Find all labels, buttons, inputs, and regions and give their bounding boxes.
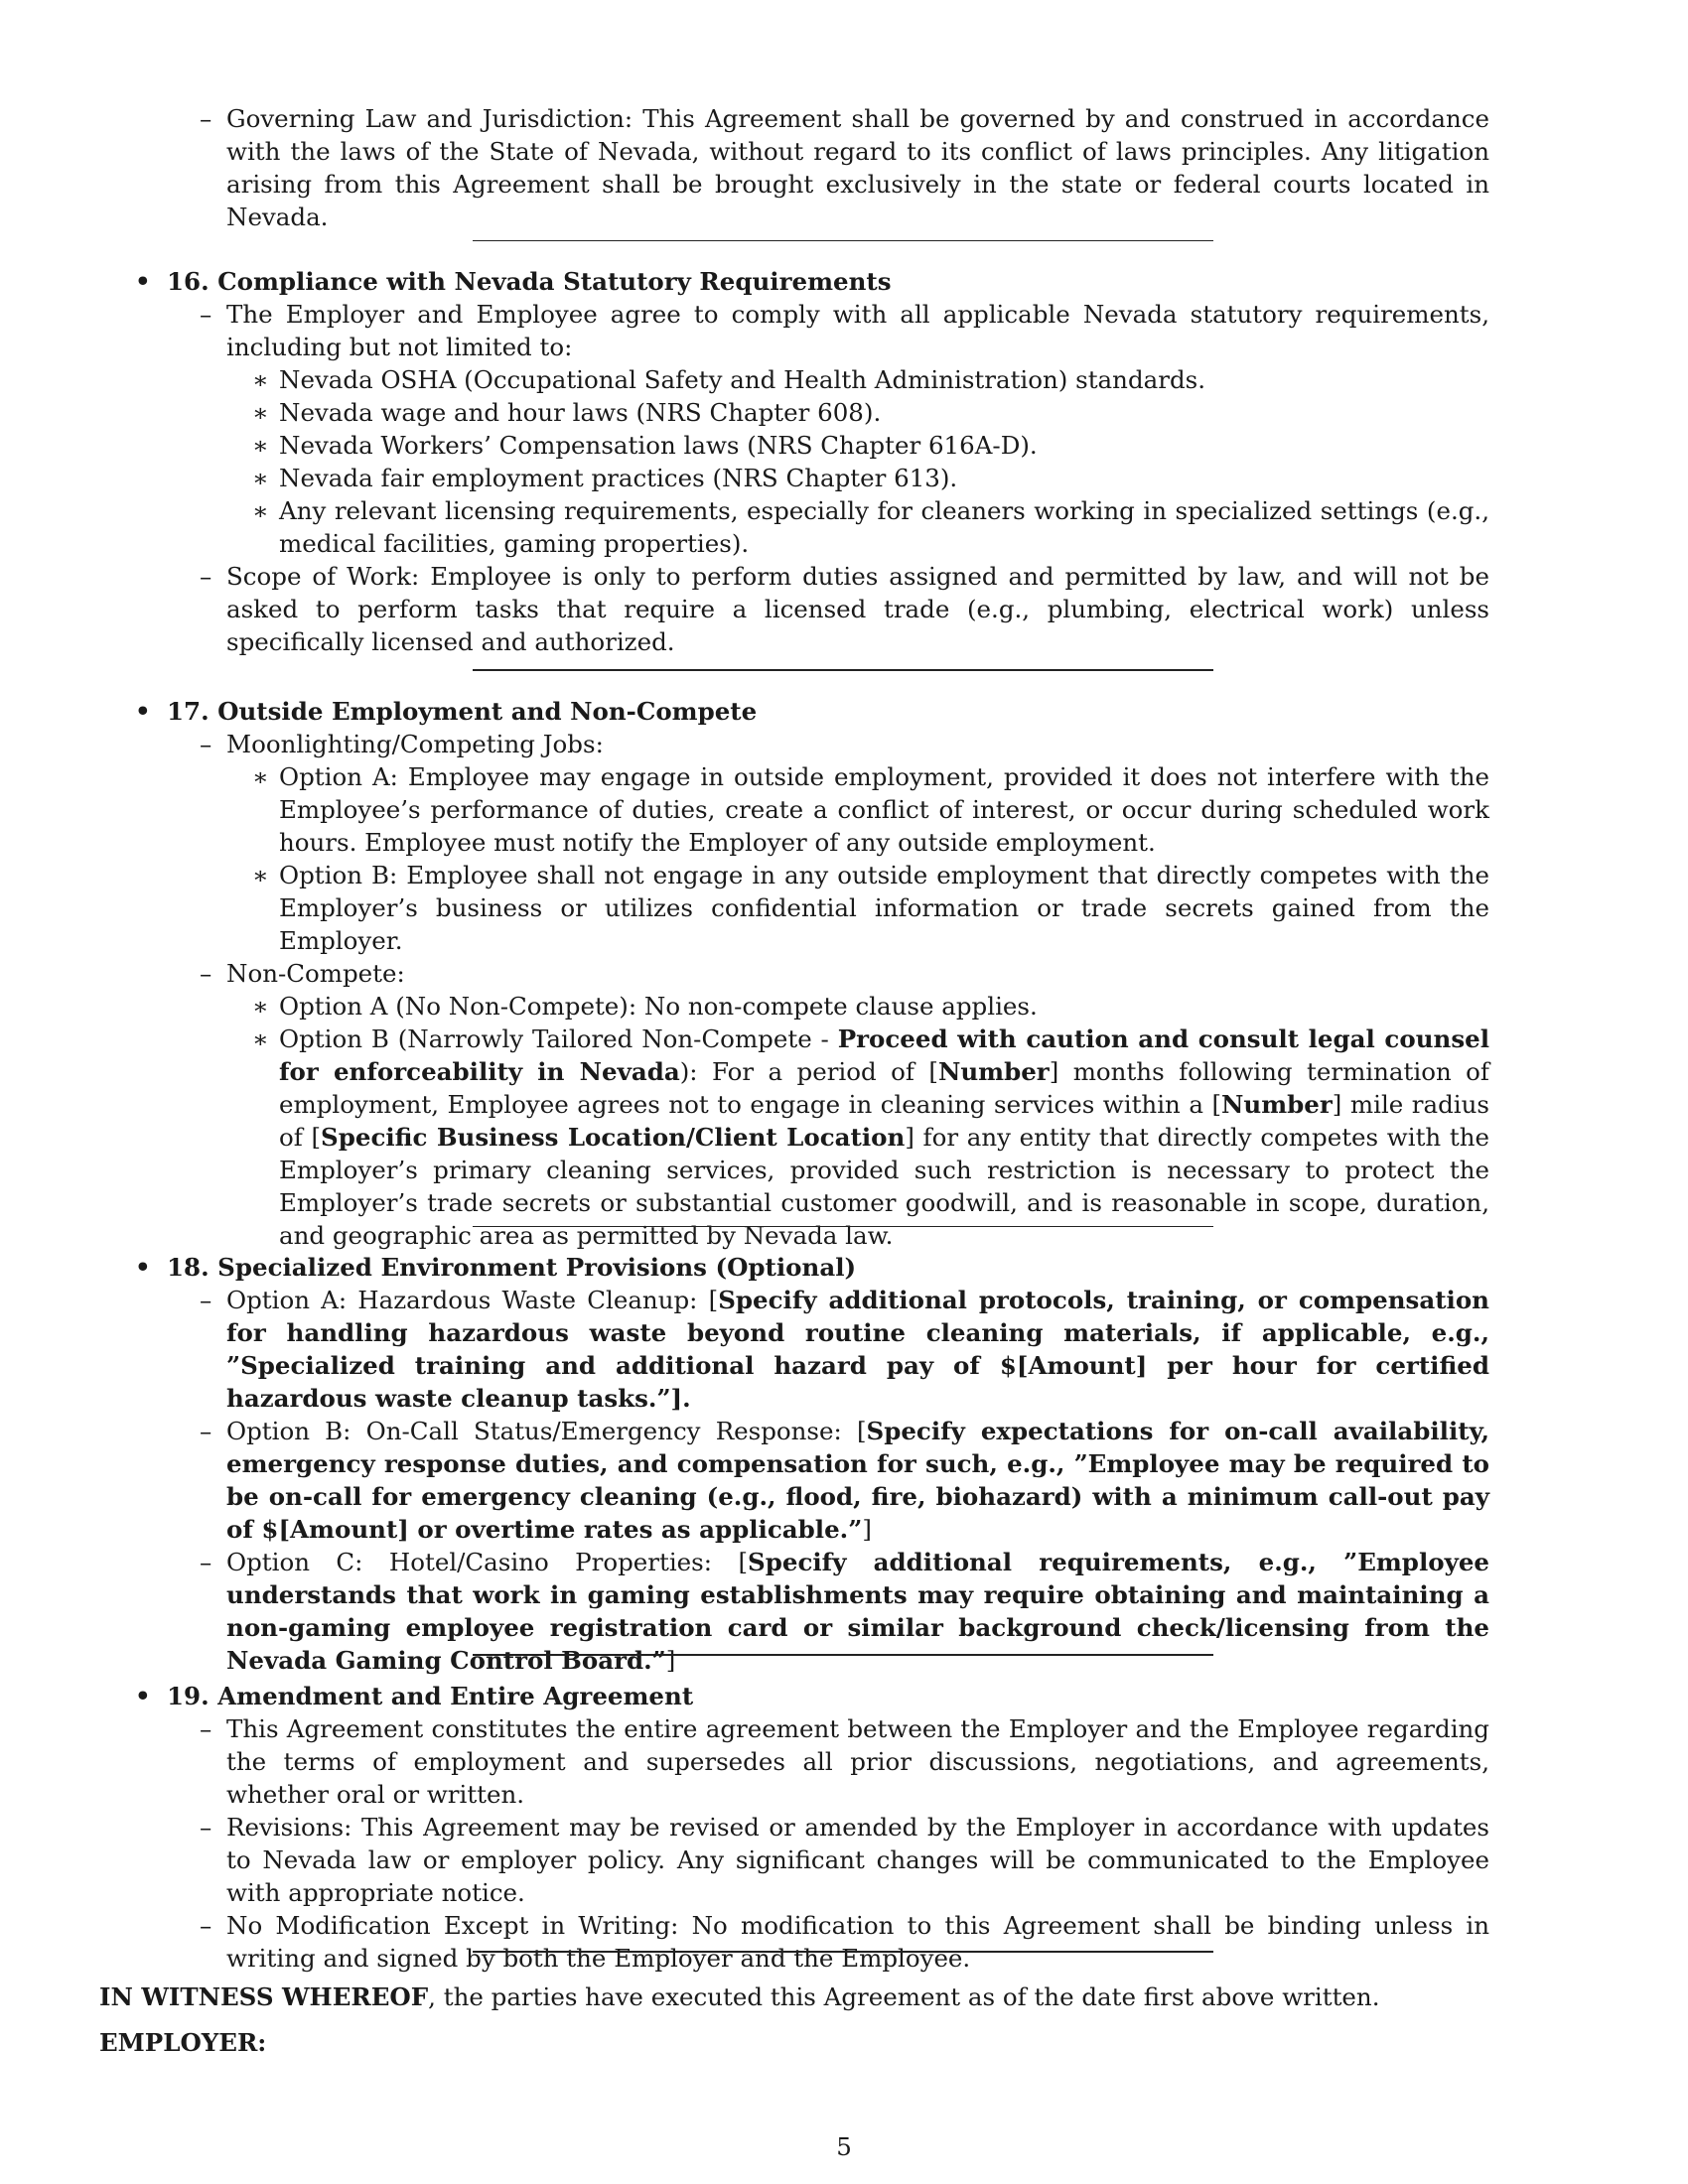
section-divider: [99, 1951, 1589, 1953]
dash-item: – Option B: On-Call Status/Emergency Response: [Specify expectations for on-call availability, emergency response duties, and compensation for such, e.g., ”Employee may be required to be on-call for emergency cleaning (e.g., flood, fire, biohazard) with a minimum call-out pay of $[Amount] or overtime rates as applicable.”]: [99, 1415, 1589, 1546]
list-item: ∗ Nevada wage and hour laws (NRS Chapter 608).: [99, 396, 1589, 429]
dash-item: – Option A: Hazardous Waste Cleanup: [Specify additional protocols, training, or compensation for handling hazardous waste beyond routine cleaning materials, if applicable, e.g., ”Specialized training and additional hazard pay of $[Amount] per hour for certified hazardous waste cleanup tasks.”].: [99, 1284, 1589, 1415]
employer-label: EMPLOYER:: [99, 2028, 267, 2057]
placeholder-number: Number: [1221, 1090, 1333, 1119]
dash-item: – No Modification Except in Writing: No modification to this Agreement shall be binding unless in writing and signed by both the Employer and the Employee.: [99, 1909, 1589, 1975]
dash-item: – Option C: Hotel/Casino Properties: [Specify additional requirements, e.g., ”Employee understands that work in gaming establishments may require obtaining and maintaining a non-gaming employee registration card or similar background check/licensing from the Nevada Gaming Control Board.”]: [99, 1546, 1589, 1677]
option-detail: Specify additional requirements, e.g., ”Employee understands that work in gaming establishments may require obtaining and maintaining a non-gaming employee registration card or similar background check/licensing from the Nevada Gaming Control Board.”: [226, 1548, 1489, 1675]
section-heading: • 16. Compliance with Nevada Statutory Requirements: [99, 265, 1589, 298]
dash-item: – This Agreement constitutes the entire agreement between the Employer and the Employee regarding the terms of employment and supersedes all prior discussions, negotiations, and agreements, whether oral or written.: [99, 1712, 1589, 1811]
section-heading: • 17. Outside Employment and Non-Compete: [99, 695, 1589, 728]
list-item: ∗ Any relevant licensing requirements, especially for cleaners working in specialized settings (e.g., medical facilities, gaming properties).: [99, 494, 1589, 560]
dash-item: – Non-Compete:: [99, 957, 1589, 990]
section-divider: [99, 240, 1589, 241]
list-item: ∗ Nevada fair employment practices (NRS Chapter 613).: [99, 462, 1589, 494]
section-heading: • 19. Amendment and Entire Agreement: [99, 1680, 1589, 1712]
page-number: 5: [836, 2132, 852, 2161]
list-item: ∗ Option A: Employee may engage in outside employment, provided it does not interfere with the Employee’s performance of duties, create a conflict of interest, or occur during scheduled work hours. Employee must notify the Employer of any outside employment.: [99, 760, 1589, 859]
section-heading: • 18. Specialized Environment Provisions (Optional): [99, 1251, 1589, 1284]
section-divider: [99, 1226, 1589, 1227]
document-page: [99, 0, 1589, 2184]
option-detail: Specify additional protocols, training, or compensation for handling hazardous waste beyond routine cleaning materials, if applicable, e.g., ”Specialized training and additional hazard pay of $[Amount] per hour for certified hazardous waste cleanup tasks.”].: [226, 1286, 1489, 1413]
dash-item: – Moonlighting/Competing Jobs:: [99, 728, 1589, 760]
list-item: ∗ Nevada Workers’ Compensation laws (NRS Chapter 616A-D).: [99, 429, 1589, 462]
list-item: ∗ Option B (Narrowly Tailored Non-Compete - Proceed with caution and consult legal counsel for enforceability in Nevada): For a period of [Number] months following termination of employment, Employee agrees not to engage in cleaning services within a [Number] mile radius of [Specific Business Location/Client Location] for any entity that directly competes with the Employer’s primary cleaning services, provided such restriction is necessary to protect the Employer’s trade secrets or substantial customer goodwill, and is reasonable in scope, duration, and geographic area as permitted by Nevada law.: [99, 1023, 1589, 1252]
witness-clause: IN WITNESS WHEREOF, the parties have executed this Agreement as of the date first above written.: [99, 1982, 1380, 2011]
list-item: ∗ Option A (No Non-Compete): No non-compete clause applies.: [99, 990, 1589, 1023]
option-detail: Specify expectations for on-call availability, emergency response duties, and compensation for such, e.g., ”Employee may be required to be on-call for emergency cleaning (e.g., flood, fire, biohazard) with a minimum call-out pay of $[Amount] or overtime rates as applicable.”: [226, 1417, 1490, 1544]
section-divider: [99, 1654, 1589, 1656]
section-divider: [99, 669, 1589, 671]
section-17: [99, 695, 1589, 1252]
dash-item: – Governing Law and Jurisdiction: This Agreement shall be governed by and construed in accordance with the laws of the State of Nevada, without regard to its conflict of laws principles. Any litigation arising from this Agreement shall be brought exclusively in the state or federal courts located in Nevada.: [99, 102, 1589, 233]
section-16: [99, 265, 1589, 658]
section-19: [99, 1680, 1589, 1975]
emphasis: Proceed with caution and consult legal counsel for enforceability in Nevada: [279, 1024, 1490, 1086]
dash-item: – Scope of Work: Employee is only to perform duties assigned and permitted by law, and will not be asked to perform tasks that require a licensed trade (e.g., plumbing, electrical work) unless specifically licensed and authorized.: [99, 560, 1589, 658]
list-item: ∗ Option B: Employee shall not engage in any outside employment that directly competes with the Employer’s business or utilizes confidential information or trade secrets gained from the Employer.: [99, 859, 1589, 957]
dash-item: – The Employer and Employee agree to comply with all applicable Nevada statutory requirements, including but not limited to:: [99, 298, 1589, 363]
section-18: [99, 1251, 1589, 1677]
placeholder-number: Number: [937, 1057, 1050, 1086]
list-item: ∗ Nevada OSHA (Occupational Safety and Health Administration) standards.: [99, 363, 1589, 396]
dash-item: – Revisions: This Agreement may be revised or amended by the Employer in accordance with updates to Nevada law or employer policy. Any significant changes will be communicated to the Employee with appropriate notice.: [99, 1811, 1589, 1909]
placeholder-location: Specific Business Location/Client Location: [321, 1123, 906, 1152]
governing-law-clause: [99, 102, 1589, 233]
